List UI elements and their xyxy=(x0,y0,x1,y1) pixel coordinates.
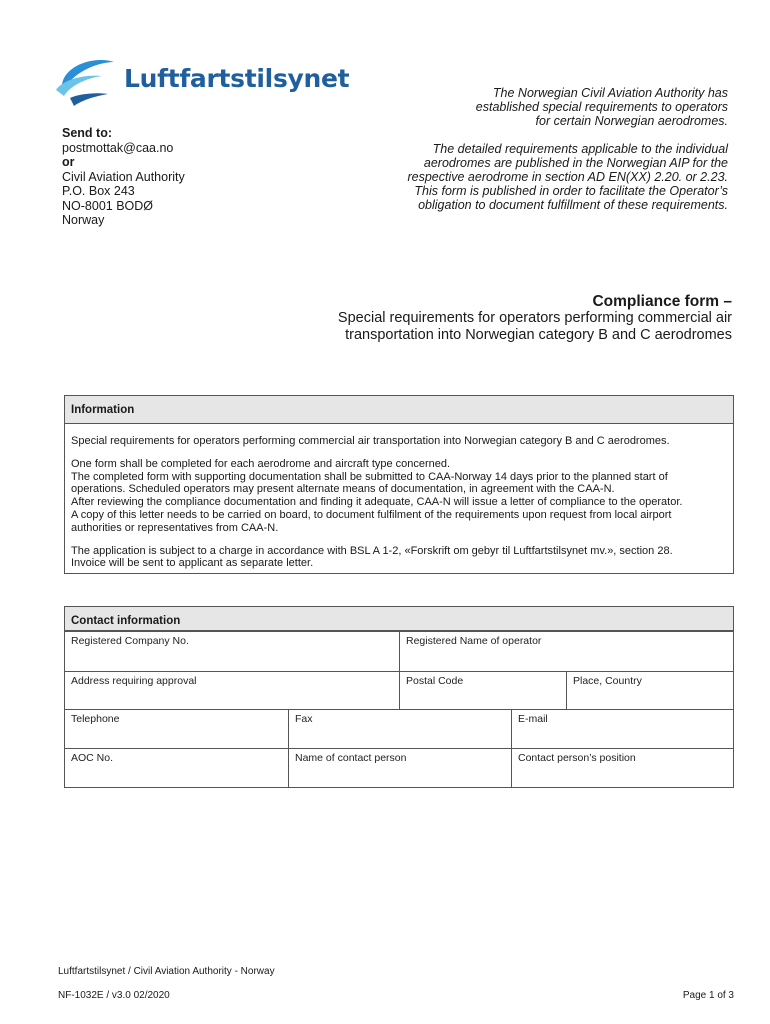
postal-code-field[interactable]: Postal Code xyxy=(399,672,566,709)
form-title-line-2: transportation into Norwegian category B and C aerodromes xyxy=(345,327,732,343)
send-to-address xyxy=(62,126,185,228)
information-body xyxy=(65,424,733,573)
contact-row-phone xyxy=(65,709,733,748)
intro-paragraph-2: The detailed requirements applicable to the individual aerodromes are published in the Norwegian AIP for the respective aerodrome in section AD EN(XX) 2.20. or 2.23. This form is published in order to facilitate the Operator’s obligation to document fulfillment of these requirements. xyxy=(407,142,728,212)
form-title xyxy=(272,293,732,344)
contact-name-field[interactable]: Name of contact person xyxy=(288,749,511,787)
information-section xyxy=(64,395,734,574)
information-paragraph-2: One form shall be completed for each aerodrome and aircraft type concerned. The completed form with supporting documentation shall be submitted to CAA-Norway 14 days prior to the planned start of operations. Scheduled operators may present alternate means of documentation, in agreement with the CAA-N. After reviewing the compliance documentation and finding it adequate, CAA-N will issue a letter of compliance to the operator. A copy of this letter needs to be carried on board, to document fulfilment of the requirements upon request from local airport authorities or representatives from CAA-N. xyxy=(71,457,683,534)
registered-name-field[interactable]: Registered Name of operator xyxy=(399,632,733,671)
send-to-city: NO-8001 BODØ xyxy=(62,198,154,213)
form-title-main: Compliance form – xyxy=(592,293,732,310)
aoc-no-field[interactable]: AOC No. xyxy=(71,752,114,764)
logo xyxy=(56,54,350,110)
send-to-country: Norway xyxy=(62,213,105,227)
send-to-label: Send to: xyxy=(62,126,112,140)
footer-organisation: Luftfartstilsynet / Civil Aviation Authority - Norway xyxy=(58,966,275,977)
email-field[interactable]: E-mail xyxy=(511,710,733,748)
send-to-box: P.O. Box 243 xyxy=(62,184,135,198)
intro-text xyxy=(348,86,728,212)
registered-company-no-field[interactable]: Registered Company No. xyxy=(71,635,189,647)
footer-version: NF-1032E / v3.0 02/2020 xyxy=(58,990,170,1001)
contact-row-aoc xyxy=(65,748,733,787)
contact-row-company xyxy=(65,631,733,671)
contact-information-section xyxy=(64,606,734,788)
contact-row-address xyxy=(65,671,733,709)
address-field[interactable]: Address requiring approval xyxy=(71,675,197,687)
information-paragraph-3: The application is subject to a charge in accordance with BSL A 1-2, «Forskrift om gebyr til Luftfartstilsynet mv.», section 28. Invoice will be sent to applicant as separate letter. xyxy=(71,544,673,570)
contact-position-field[interactable]: Contact person’s position xyxy=(511,749,733,787)
logo-emblem-icon xyxy=(56,54,120,110)
contact-information-header: Contact information xyxy=(65,607,733,631)
fax-field[interactable]: Fax xyxy=(288,710,511,748)
logo-wordmark: Luftfartstilsynet xyxy=(124,64,350,93)
send-to-org: Civil Aviation Authority xyxy=(62,169,185,184)
intro-paragraph-1: The Norwegian Civil Aviation Authority has established special requirements to operators for certain Norwegian aerodromes. xyxy=(475,86,728,128)
send-to-email: postmottak@caa.no xyxy=(62,140,174,155)
information-header: Information xyxy=(65,396,733,424)
place-country-field[interactable]: Place, Country xyxy=(566,672,733,709)
send-to-or: or xyxy=(62,155,75,169)
information-paragraph-1: Special requirements for operators performing commercial air transportation into Norwegian category B and C aerodromes. xyxy=(71,435,670,447)
form-title-line-1: Special requirements for operators performing commercial air xyxy=(337,310,732,326)
footer-page-number: Page 1 of 3 xyxy=(682,990,734,1001)
telephone-field[interactable]: Telephone xyxy=(71,713,120,725)
